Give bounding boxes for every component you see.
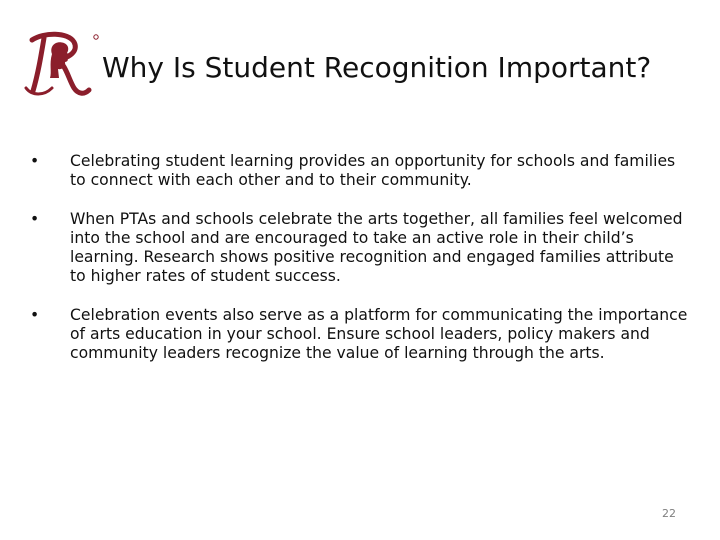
pta-reflections-logo-icon xyxy=(22,28,104,100)
bullet-marker: • xyxy=(30,152,40,170)
bullet-list xyxy=(30,152,690,363)
bullet-text: Celebrating student learning provides an opportunity for schools and families to connect with each other and to their community. xyxy=(70,152,676,189)
page-number: 22 xyxy=(662,507,676,520)
slide-title: Why Is Student Recognition Important? xyxy=(102,51,652,84)
bullet-marker: • xyxy=(30,210,40,228)
bullet-item xyxy=(30,152,690,190)
bullet-item xyxy=(30,306,690,363)
bullet-text: When PTAs and schools celebrate the arts together, all families feel welcomed into the school and are encouraged to take an active role in their child’s learning. Research shows positive recognition and engaged families attribute to higher rates of student success. xyxy=(70,210,683,285)
bullet-marker: • xyxy=(30,306,40,324)
bullet-item xyxy=(30,210,690,286)
bullet-text: Celebration events also serve as a platform for communicating the importance of arts education in your school. Ensure school leaders, policy makers and community leaders recognize the value of learning through the arts. xyxy=(70,306,688,362)
logo-graphic xyxy=(22,28,104,100)
